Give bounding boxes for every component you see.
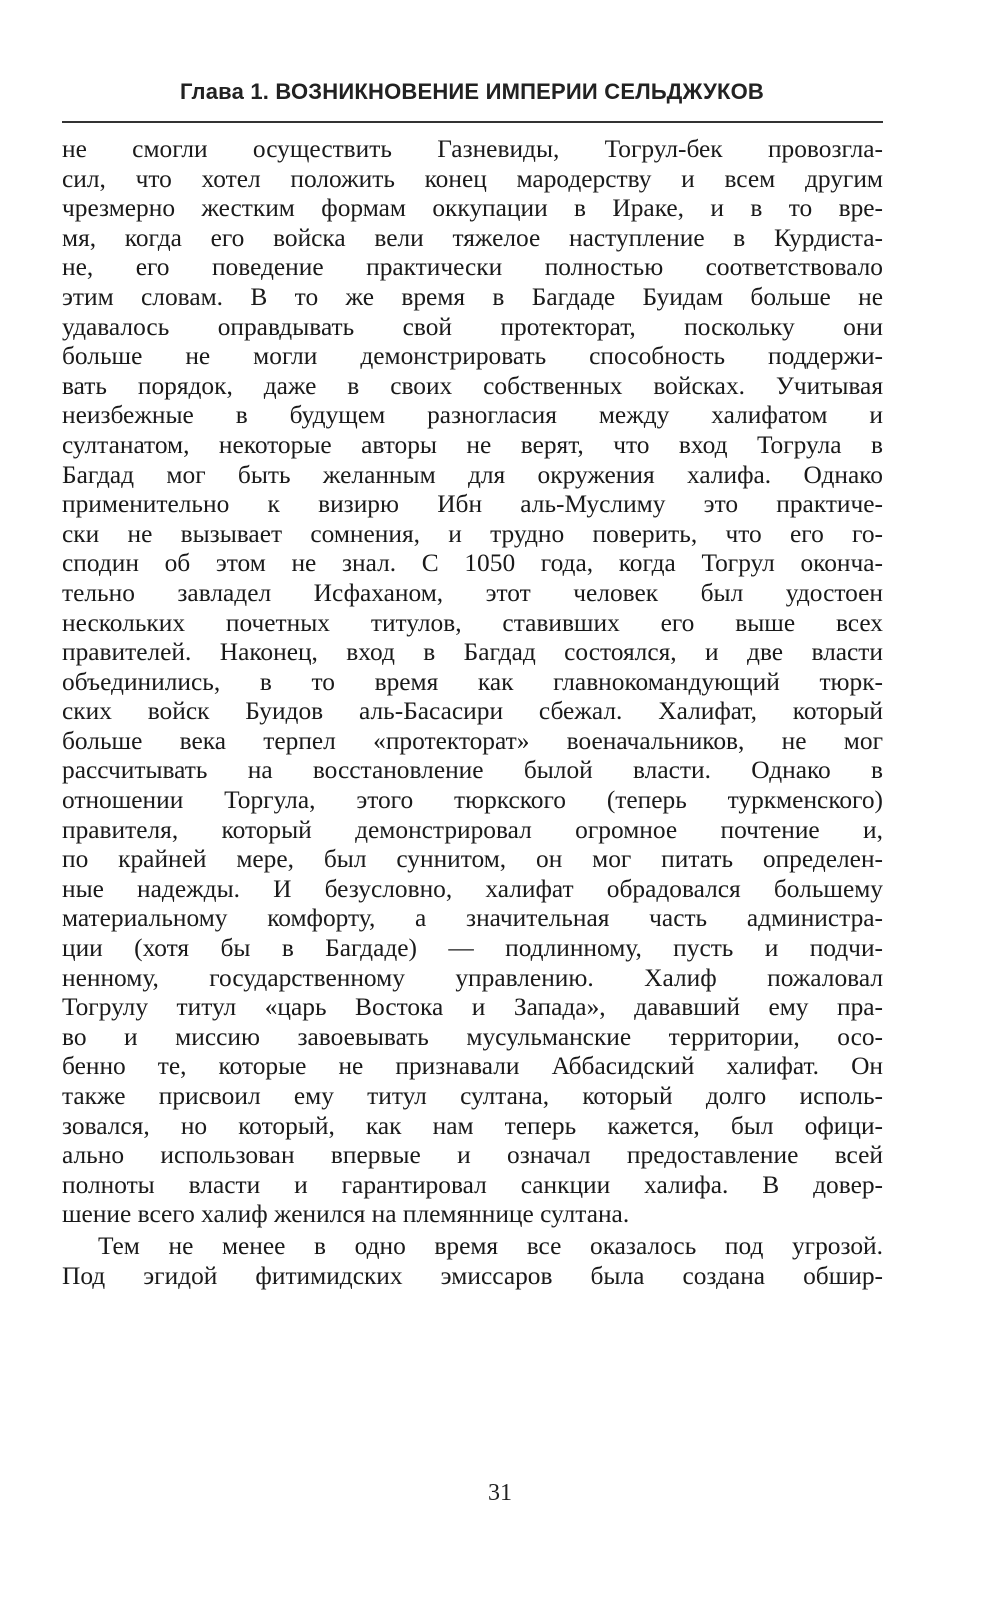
text-line: отношении Торгула, этого тюркского (теперь туркменского) — [62, 786, 883, 815]
text-line: во и миссию завоевывать мусульманские территории, осо- — [62, 1022, 883, 1051]
text-line: вать порядок, даже в своих собственных войсках. Учитывая — [62, 371, 883, 400]
text-line: правителя, который демонстрировал огромное почтение и, — [62, 815, 883, 844]
text-line: тельно завладел Исфаханом, этот человек был удостоен — [62, 578, 883, 607]
text-line: сподин об этом не знал. С 1050 года, когда Тогрул оконча- — [62, 549, 883, 578]
text-line: объединились, в то время как главнокомандующий тюрк- — [62, 667, 883, 696]
paragraph-1 — [62, 135, 883, 1230]
text-line: удавалось оправдывать свой протекторат, поскольку они — [62, 312, 883, 341]
text-line: ски не вызывает сомнения, и трудно поверить, что его го- — [62, 519, 883, 548]
text-line: ные надежды. И безусловно, халифат обрадовался большему — [62, 874, 883, 903]
text-line: шение всего халиф женился на племяннице султана. — [62, 1200, 630, 1229]
running-head: Глава 1. ВОЗНИКНОВЕНИЕ ИМПЕРИИ СЕЛЬДЖУКОВ — [179, 79, 764, 104]
body-text — [62, 135, 883, 1291]
text-line: ненному, государственному управлению. Халиф пожаловал — [62, 963, 883, 992]
paragraph-2 — [62, 1232, 883, 1291]
text-line: мя, когда его войска вели тяжелое наступление в Курдиста- — [62, 223, 883, 252]
text-line: применительно к визирю Ибн аль-Муслиму это практиче- — [62, 490, 883, 519]
text-line: рассчитывать на восстановление былой власти. Однако в — [62, 756, 883, 785]
text-line: не смогли осуществить Газневиды, Тогрул-бек провозгла- — [62, 135, 883, 163]
text-line: зовался, но который, как нам теперь кажется, был офици- — [62, 1111, 883, 1140]
text-line: больше не могли демонстрировать способность поддержи- — [62, 342, 883, 371]
text-line: не, его поведение практически полностью соответствовало — [62, 253, 883, 282]
text-line: по крайней мере, был суннитом, он мог питать определен- — [62, 845, 883, 874]
text-line: правителей. Наконец, вход в Багдад состоялся, и две власти — [62, 638, 883, 667]
header-rule — [62, 121, 883, 123]
text-line: полноты власти и гарантировал санкции халифа. В довер- — [62, 1170, 883, 1199]
text-line: ально использован впервые и означал предоставление всей — [62, 1141, 883, 1170]
page-number: 31 — [488, 1480, 512, 1506]
text-line: также присвоил ему титул султана, который долго исполь- — [62, 1082, 883, 1110]
text-line: Тогрулу титул «царь Востока и Запада», дававший ему пра- — [62, 993, 883, 1022]
text-line: материальному комфорту, а значительная часть администра- — [62, 904, 883, 933]
text-line: этим словам. В то же время в Багдаде Буидам больше не — [62, 282, 883, 311]
text-line: бенно те, которые не признавали Аббасидский халифат. Он — [62, 1052, 883, 1081]
text-line: ских войск Буидов аль-Басасири сбежал. Халифат, который — [62, 697, 883, 726]
text-line: нескольких почетных титулов, ставивших его выше всех — [62, 608, 883, 637]
text-line: сил, что хотел положить конец мародерству и всем другим — [62, 164, 883, 193]
text-line: Под эгидой фитимидских эмиссаров была создана обшир- — [62, 1261, 883, 1290]
text-line: чрезмерно жестким формам оккупации в Ираке, и в то вре- — [62, 194, 883, 223]
text-line: султанатом, некоторые авторы не верят, что вход Тогрула в — [62, 430, 883, 459]
text-line: ции (хотя бы в Багдаде) — подлинному, пусть и подчи- — [62, 934, 883, 963]
text-line: Тем не менее в одно время все оказалось под угрозой. — [98, 1231, 883, 1260]
text-line: неизбежные в будущем разногласия между халифатом и — [62, 401, 883, 430]
text-line: больше века терпел «протекторат» военачальников, не мог — [62, 726, 883, 755]
text-line: Багдад мог быть желанным для окружения халифа. Однако — [62, 460, 883, 489]
